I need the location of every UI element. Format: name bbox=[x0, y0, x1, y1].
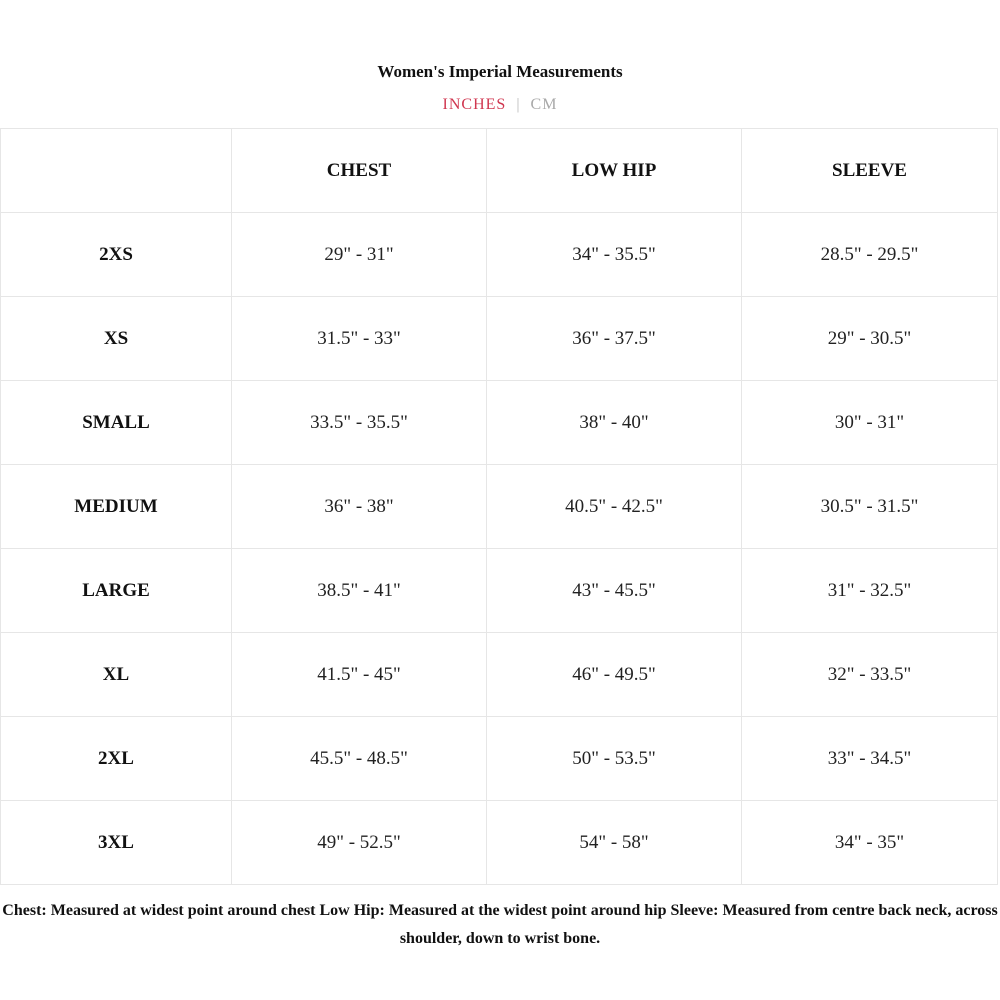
size-label: 2XS bbox=[1, 213, 232, 297]
chest-value: 36" - 38" bbox=[232, 465, 487, 549]
table-row bbox=[1, 213, 998, 297]
unit-toggle bbox=[0, 96, 1000, 114]
low-hip-value: 43" - 45.5" bbox=[487, 549, 742, 633]
low-hip-value: 40.5" - 42.5" bbox=[487, 465, 742, 549]
low-hip-value: 50" - 53.5" bbox=[487, 717, 742, 801]
sleeve-value: 31" - 32.5" bbox=[742, 549, 998, 633]
header-size bbox=[1, 129, 232, 213]
size-label: 3XL bbox=[1, 801, 232, 885]
size-label: XS bbox=[1, 297, 232, 381]
size-label: XL bbox=[1, 633, 232, 717]
low-hip-value: 38" - 40" bbox=[487, 381, 742, 465]
header-row bbox=[1, 129, 998, 213]
unit-cm-tab[interactable]: CM bbox=[530, 96, 558, 113]
low-hip-value: 46" - 49.5" bbox=[487, 633, 742, 717]
sleeve-value: 29" - 30.5" bbox=[742, 297, 998, 381]
chest-value: 41.5" - 45" bbox=[232, 633, 487, 717]
size-label: MEDIUM bbox=[1, 465, 232, 549]
table-row bbox=[1, 633, 998, 717]
table-row bbox=[1, 549, 998, 633]
size-label: SMALL bbox=[1, 381, 232, 465]
table-row bbox=[1, 717, 998, 801]
header-sleeve: SLEEVE bbox=[742, 129, 998, 213]
sleeve-value: 28.5" - 29.5" bbox=[742, 213, 998, 297]
table-row bbox=[1, 801, 998, 885]
unit-separator: | bbox=[516, 96, 521, 113]
low-hip-value: 36" - 37.5" bbox=[487, 297, 742, 381]
size-table bbox=[0, 128, 998, 885]
table-row bbox=[1, 297, 998, 381]
sleeve-value: 32" - 33.5" bbox=[742, 633, 998, 717]
sleeve-value: 30" - 31" bbox=[742, 381, 998, 465]
header-low-hip: LOW HIP bbox=[487, 129, 742, 213]
size-label: 2XL bbox=[1, 717, 232, 801]
low-hip-value: 34" - 35.5" bbox=[487, 213, 742, 297]
sleeve-value: 30.5" - 31.5" bbox=[742, 465, 998, 549]
chest-value: 31.5" - 33" bbox=[232, 297, 487, 381]
table-row bbox=[1, 465, 998, 549]
table-row bbox=[1, 381, 998, 465]
chest-value: 38.5" - 41" bbox=[232, 549, 487, 633]
page-title: Women's Imperial Measurements bbox=[377, 62, 623, 81]
low-hip-value: 54" - 58" bbox=[487, 801, 742, 885]
sleeve-value: 34" - 35" bbox=[742, 801, 998, 885]
chest-value: 49" - 52.5" bbox=[232, 801, 487, 885]
unit-inches-tab[interactable]: INCHES bbox=[442, 96, 507, 113]
sleeve-value: 33" - 34.5" bbox=[742, 717, 998, 801]
measurement-footnote: Chest: Measured at widest point around chest Low Hip: Measured at the widest point around hip Sleeve: Measured from centre back neck, across shoulder, down to wrist bone. bbox=[2, 902, 998, 947]
size-label: LARGE bbox=[1, 549, 232, 633]
header-chest: CHEST bbox=[232, 129, 487, 213]
chest-value: 29" - 31" bbox=[232, 213, 487, 297]
chest-value: 45.5" - 48.5" bbox=[232, 717, 487, 801]
chest-value: 33.5" - 35.5" bbox=[232, 381, 487, 465]
